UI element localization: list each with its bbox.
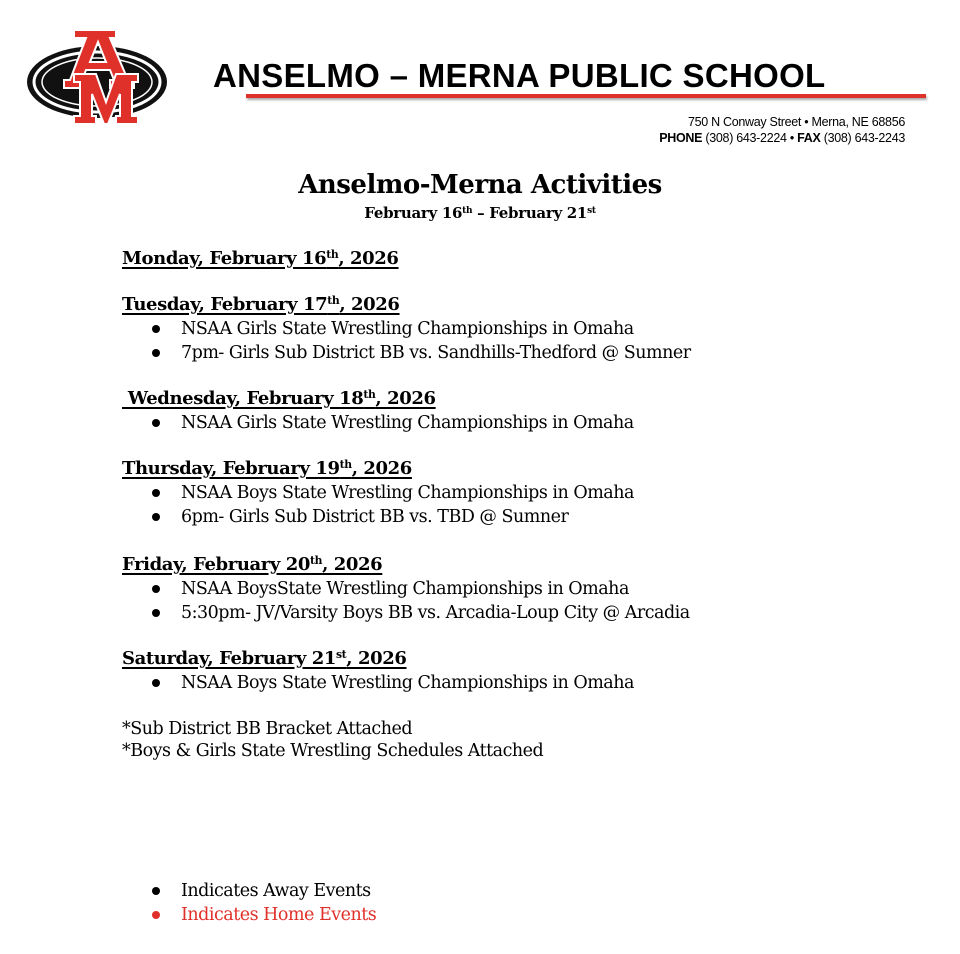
day-heading-monday <box>122 247 399 271</box>
day-heading-saturday <box>122 647 407 671</box>
ordinal-suffix: th <box>462 206 473 217</box>
day-label: Tuesday, February 17 <box>122 294 328 315</box>
event-item: 7pm- Girls Sub District BB vs. Sandhills-Thedford @ Sumner <box>181 343 691 363</box>
attachment-note: *Sub District BB Bracket Attached <box>122 719 413 739</box>
ordinal-suffix: th <box>339 458 352 472</box>
phone-label: PHONE <box>659 131 703 145</box>
ordinal-suffix: st <box>587 206 596 217</box>
ordinal-suffix: th <box>327 294 340 308</box>
day-label: Friday, February 20 <box>122 554 311 575</box>
away-bullet-icon <box>152 585 160 593</box>
day-year: , 2026 <box>338 248 399 269</box>
event-item: 6pm- Girls Sub District BB vs. TBD @ Sumner <box>181 507 569 527</box>
separator: • <box>789 131 794 145</box>
day-label: Monday, February 16 <box>122 248 327 269</box>
event-item: 5:30pm- JV/Varsity Boys BB vs. Arcadia-Loup City @ Arcadia <box>181 603 690 623</box>
day-heading-tuesday <box>122 293 400 317</box>
event-item: NSAA Girls State Wrestling Championships in Omaha <box>181 413 634 433</box>
away-bullet-icon <box>152 325 160 333</box>
away-legend-bullet-icon <box>152 887 160 895</box>
address-line: 750 N Conway Street • Merna, NE 68856 <box>687 115 905 129</box>
ordinal-suffix: th <box>363 388 376 402</box>
date-range <box>0 203 960 223</box>
day-heading-wednesday <box>122 387 436 411</box>
day-label: Thursday, February 19 <box>122 458 340 479</box>
page-title: Anselmo-Merna Activities <box>298 170 662 200</box>
away-bullet-icon <box>152 489 160 497</box>
school-logo <box>24 24 170 128</box>
away-bullet-icon <box>152 419 160 427</box>
away-bullet-icon <box>152 609 160 617</box>
event-item: NSAA Boys State Wrestling Championships in Omaha <box>181 483 634 503</box>
range-end: February 21 <box>489 204 588 222</box>
legend-home: Indicates Home Events <box>181 905 377 925</box>
contact-line <box>659 130 905 146</box>
ordinal-suffix: st <box>336 648 347 662</box>
fax-number: (308) 643-2243 <box>823 131 905 145</box>
am-logo-icon <box>24 24 170 128</box>
day-year: , 2026 <box>375 388 436 409</box>
day-heading-thursday <box>122 457 412 481</box>
phone-number: (308) 643-2224 <box>705 131 787 145</box>
day-year: , 2026 <box>351 458 412 479</box>
event-item: NSAA Girls State Wrestling Championships in Omaha <box>181 319 634 339</box>
away-bullet-icon <box>152 679 160 687</box>
event-item: NSAA Boys State Wrestling Championships in Omaha <box>181 673 634 693</box>
away-bullet-icon <box>152 349 160 357</box>
ordinal-suffix: th <box>326 248 339 262</box>
day-label: Saturday, February 21 <box>122 648 336 669</box>
school-name: ANSELMO – MERNA PUBLIC SCHOOL <box>213 57 826 94</box>
range-dash: – <box>472 204 490 222</box>
ordinal-suffix: th <box>310 554 323 568</box>
fax-label: FAX <box>797 131 821 145</box>
attachment-note: *Boys & Girls State Wrestling Schedules Attached <box>122 741 544 761</box>
day-heading-friday <box>122 553 382 577</box>
school-address-block <box>659 114 905 146</box>
day-year: , 2026 <box>346 648 407 669</box>
header-divider <box>246 94 926 98</box>
day-year: , 2026 <box>322 554 383 575</box>
home-legend-bullet-icon <box>152 911 160 919</box>
day-label: Wednesday, February 18 <box>122 388 364 409</box>
day-year: , 2026 <box>339 294 400 315</box>
range-start: February 16 <box>364 204 463 222</box>
away-bullet-icon <box>152 513 160 521</box>
event-item: NSAA BoysState Wrestling Championships in Omaha <box>181 579 629 599</box>
legend-away: Indicates Away Events <box>181 881 371 901</box>
